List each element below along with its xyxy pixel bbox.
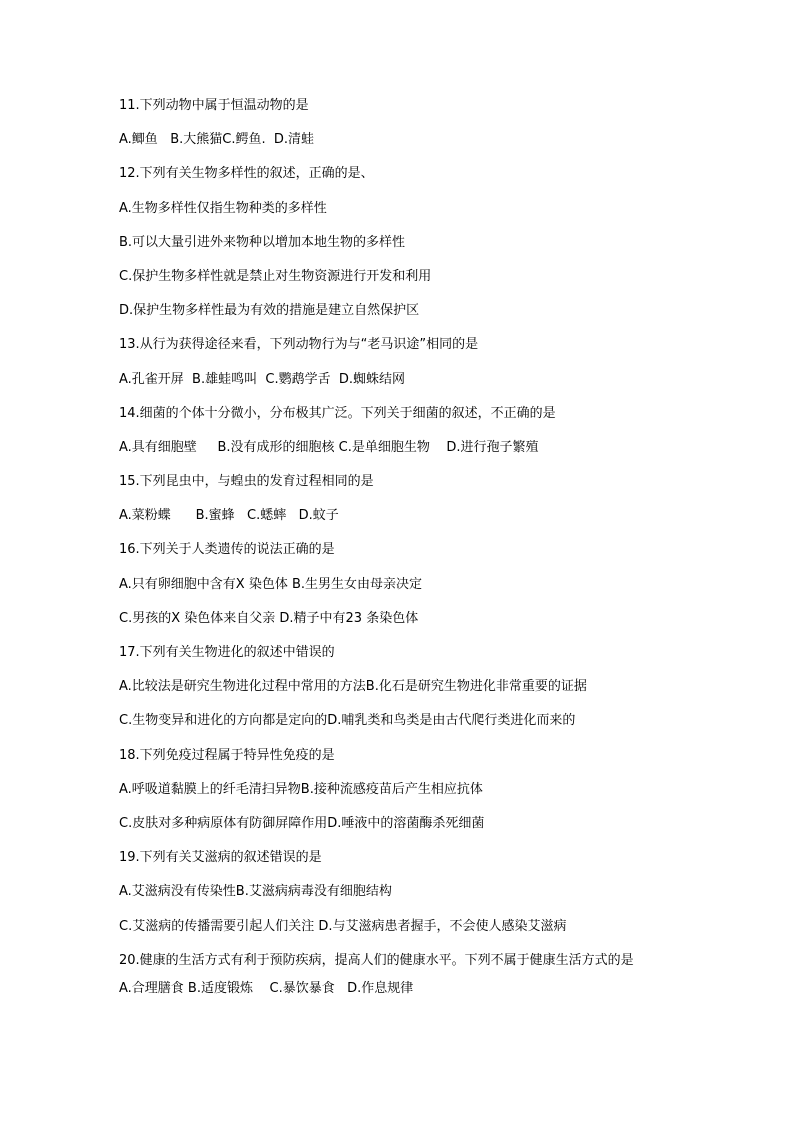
question-18-stem: 18.下列免疫过程属于特异性免疫的是 bbox=[119, 747, 335, 763]
question-11-stem: 11.下列动物中属于恒温动物的是 bbox=[119, 98, 309, 113]
question-12-stem: 12.下列有关生物多样性的叙述，正确的是、 bbox=[119, 166, 374, 182]
question-19-stem: 19.下列有关艾滋病的叙述错误的是 bbox=[119, 850, 322, 866]
question-19-options-ab: A.艾滋病没有传染性B.艾滋病病毒没有细胞结构 bbox=[119, 884, 392, 900]
question-15-options: A.菜粉蝶 B.蜜蜂 C.蟋蟀 D.蚊子 bbox=[119, 508, 339, 524]
question-20-stem: 20.健康的生活方式有利于预防疾病，提高人们的健康水平。下列不属于健康生活方式的是 bbox=[119, 952, 634, 968]
question-13-stem: 13.从行为获得途径来看，下列动物行为与“老马识途”相同的是 bbox=[119, 337, 479, 353]
question-18-options-cd: C.皮肤对多种病原体有防御屏障作用D.唾液中的溶菌酶杀死细菌 bbox=[119, 815, 485, 831]
question-12-option-a: A.生物多样性仅指生物种类的多样性 bbox=[119, 200, 327, 216]
question-19-options-cd: C.艾滋病的传播需要引起人们关注 D.与艾滋病患者握手，不会使人感染艾滋病 bbox=[119, 918, 567, 934]
question-17-options-ab: A.比较法是研究生物进化过程中常用的方法B.化石是研究生物进化非常重要的证据 bbox=[119, 679, 587, 695]
question-14-stem: 14.细菌的个体十分微小，分布极其广泛。下列关于细菌的叙述，不正确的是 bbox=[119, 405, 556, 421]
question-12-option-c: C.保护生物多样性就是禁止对生物资源进行开发和利用 bbox=[119, 268, 432, 284]
question-15-stem: 15.下列昆虫中，与蝗虫的发育过程相同的是 bbox=[119, 474, 374, 490]
question-13-options: A.孔雀开屏 B.雄蛙鸣叫 C.鹦鹉学舌 D.蜘蛛结网 bbox=[119, 371, 405, 387]
question-17-stem: 17.下列有关生物进化的叙述中错误的 bbox=[119, 645, 335, 660]
question-18-options-ab: A.呼吸道黏膜上的纤毛清扫异物B.接种流感疫苗后产生相应抗体 bbox=[119, 781, 483, 797]
question-11-options: A.鲫鱼 B.大熊猫C.鳄鱼. D.清蛙 bbox=[119, 132, 314, 148]
document-page bbox=[119, 96, 679, 1013]
question-14-options: A.具有细胞壁 B.没有成形的细胞核 C.是单细胞生物 D.进行孢子繁殖 bbox=[119, 439, 539, 455]
question-16-stem: 16.下列关于人类遗传的说法正确的是 bbox=[119, 542, 335, 558]
question-20-options: A.合理膳食 B.适度锻炼 C.暴饮暴食 D.作息规律 bbox=[119, 980, 414, 996]
question-16-options-cd: C.男孩的X 染色体来自父亲 D.精子中有23 条染色体 bbox=[119, 610, 419, 626]
question-16-options-ab: A.只有卵细胞中含有X 染色体 B.生男生女由母亲决定 bbox=[119, 576, 423, 592]
question-12-option-d: D.保护生物多样性最为有效的措施是建立自然保护区 bbox=[119, 303, 420, 319]
question-17-options-cd: C.生物变异和进化的方向都是定向的D.哺乳类和鸟类是由古代爬行类进化而来的 bbox=[119, 713, 576, 729]
question-12-option-b: B.可以大量引进外来物种以增加本地生物的多样性 bbox=[119, 234, 406, 250]
